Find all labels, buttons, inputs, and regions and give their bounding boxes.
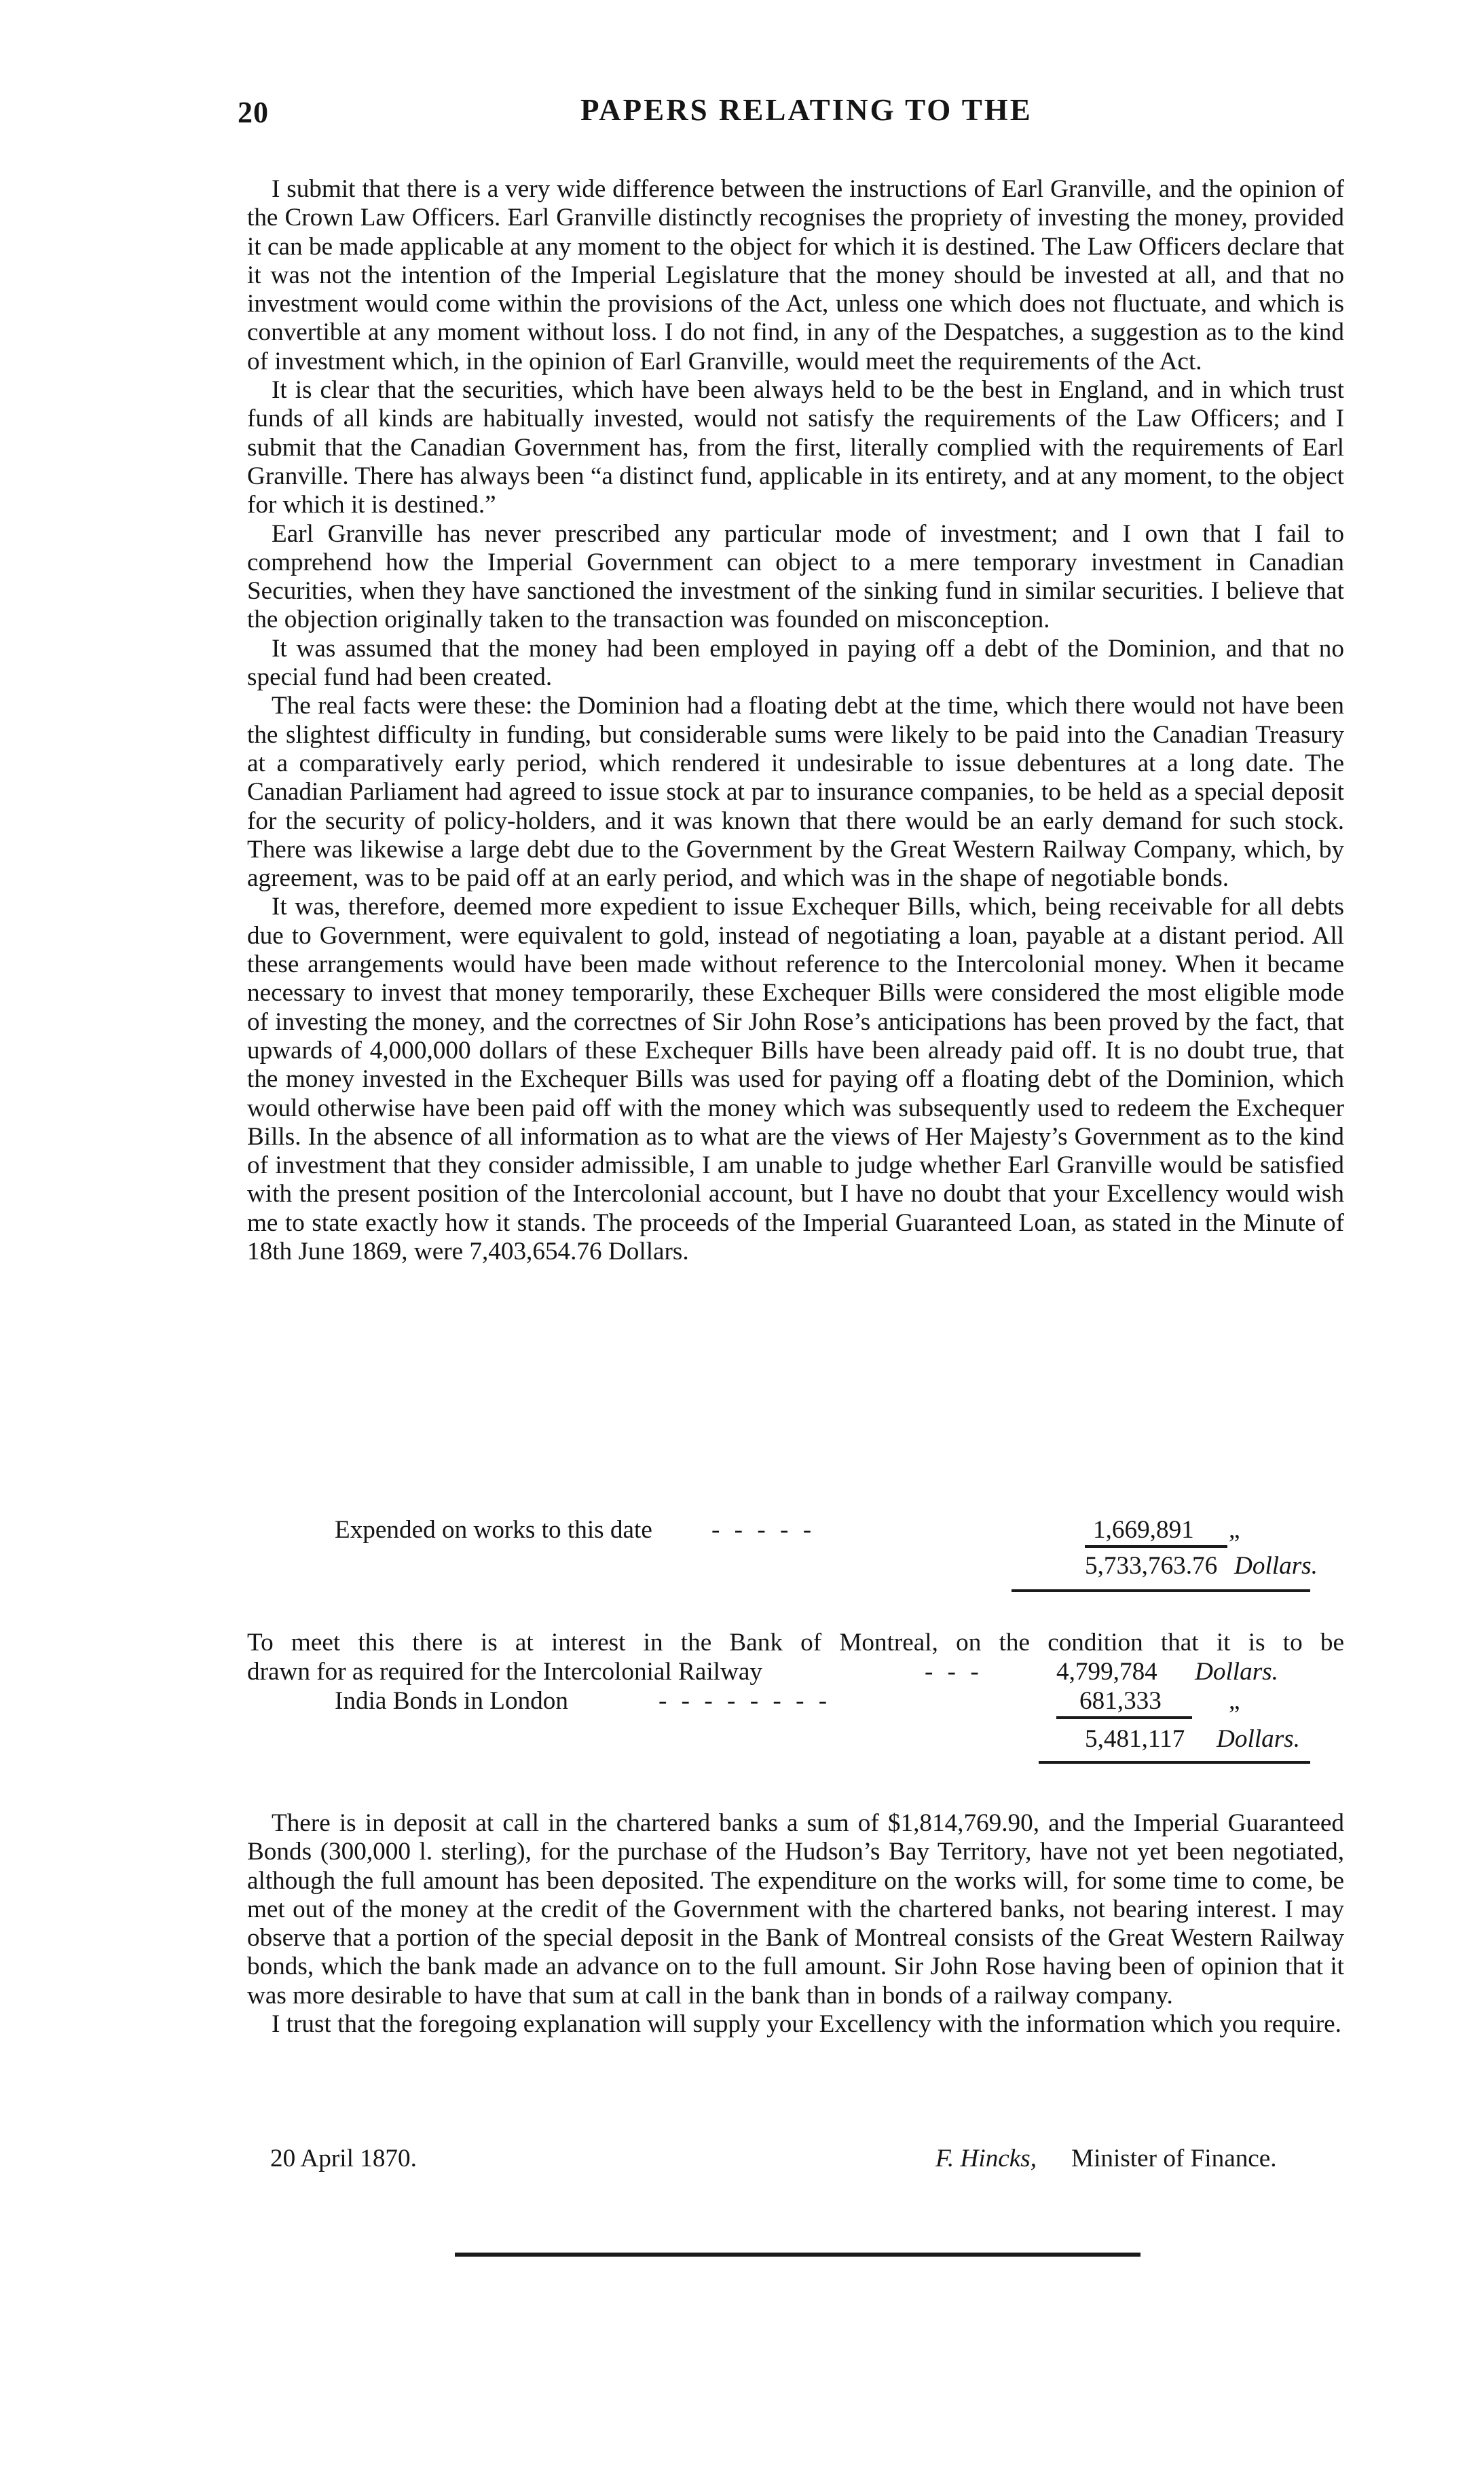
body-text-continued [247, 1809, 1344, 2039]
paragraph: I trust that the foregoing explanation will supply your Excellency with the information which you require. [272, 2010, 1341, 2039]
paragraph: Earl Granville has never prescribed any particular mode of investment; and I own that I fail to comprehend how the Imperial Government can object to a mere temporary investment in Canadian Securities, when they have sanctioned the investment of the sinking fund in similar securities. I believe that the objection originally taken to the transaction was founded on misconception. [247, 519, 1344, 634]
total-unit: Dollars. [1217, 1725, 1300, 1753]
paragraph: The real facts were these: the Dominion had a floating debt at the time, which there would not have been the slightest difficulty in funding, but considerable sums were likely to be paid into the Canadian Treasury at a comparatively early period, which rendered it undesirable to issue debentures at a long date. The Canadian Parliament had agreed to issue stock at par to insurance companies, to be held as a special deposit for the security of policy-holders, and it was known that there would be an early demand for such stock. There was likewise a large debt due to the Government by the Great Western Railway Company, which, by agreement, was to be paid off at an early period, and which was in the shape of negotiable bonds. [247, 692, 1344, 893]
paragraph: It is clear that the securities, which have been always held to be the best in England, and in which trust funds of all kinds are habitually invested, would not satisfy the requirements of the Law Officers; and I submit that the Canadian Government has, from the first, literally complied with the requirements of Earl Granville. There has always been “a distinct fund, applicable in its entirety, and at any moment, to the object for which it is destined.” [247, 376, 1344, 519]
ditto-mark: „ [1229, 1687, 1240, 1715]
signatory-name: F. Hincks, [935, 2145, 1037, 2172]
sum-rule [1056, 1716, 1192, 1719]
ditto-mark: „ [1229, 1516, 1240, 1544]
railway-amount: 4,799,784 [1056, 1658, 1157, 1686]
expended-amount: 1,669,891 [1093, 1516, 1194, 1544]
closing-rule [455, 2253, 1140, 2257]
sum-rule [1085, 1545, 1227, 1548]
railway-label: drawn for as required for the Intercolonial Railway [247, 1658, 762, 1686]
letter-date: 20 April 1870. [270, 2145, 417, 2172]
india-bonds-label: India Bonds in London [335, 1687, 568, 1715]
india-bonds-amount: 681,333 [1079, 1687, 1162, 1715]
page-number: 20 [238, 96, 269, 129]
total-amount: 5,481,117 [1085, 1725, 1185, 1753]
paragraph: I submit that there is a very wide difference between the instructions of Earl Granville, and the opinion of the Crown Law Officers. Earl Granville distinctly recognises the propriety of investing the money, provided it can be made applicable at any moment to the object for which it is destined. The Law Officers declare that it was not the intention of the Imperial Legislature that the money should be invested at all, and that no investment would come within the provisions of the Act, unless one which does not fluctuate, and which is convertible at any moment without loss. I do not find, in any of the Despatches, a suggestion as to the kind of investment which, in the opinion of Earl Granville, would meet the requirements of the Act. [247, 175, 1344, 375]
signatory-title: Minister of Finance. [1071, 2145, 1277, 2172]
railway-unit: Dollars. [1195, 1658, 1278, 1686]
total-rule [1039, 1761, 1310, 1764]
leader-dashes: - - - - - [711, 1516, 816, 1544]
expended-label: Expended on works to this date [335, 1516, 652, 1544]
leader-dashes: - - - - - - - - [658, 1687, 832, 1715]
paragraph: It was, therefore, deemed more expedient to issue Exchequer Bills, which, being receivable for all debts due to Government, were equivalent to gold, instead of negotiating a loan, payable at a distant period. All these arrangements would have been made without reference to the Intercolonial money. When it became necessary to invest that money temporarily, these Exchequer Bills were considered the most eligible mode of investing the money, and the correctnes of Sir John Rose’s anticipations has been proved by the fact, that upwards of 4,000,000 dollars of these Exchequer Bills have been already paid off. It is no doubt true, that the money invested in the Exchequer Bills was used for paying off a floating debt of the Dominion, which would otherwise have been paid off with the money which was subsequently used to redeem the Exchequer Bills. In the absence of all information as to what are the views of Her Majesty’s Government as to the kind of investment that they consider admissible, I am unable to judge whether Earl Granville would be satisfied with the present position of the Intercolonial account, but I have no doubt that your Excellency would wish me to state exactly how it stands. The proceeds of the Imperial Guaranteed Loan, as stated in the Minute of 18th June 1869, were 7,403,654.76 Dollars. [247, 893, 1344, 1265]
paragraph: It was assumed that the money had been employed in paying off a debt of the Dominion, and that no special fund had been created. [247, 634, 1344, 692]
balance-unit: Dollars. [1234, 1552, 1318, 1580]
account-intro-line: To meet this there is at interest in the Bank of Montreal, on the condition that it is to be [247, 1629, 1344, 1657]
leader-dashes: - - - [925, 1658, 983, 1686]
body-text [247, 175, 1344, 1266]
paragraph: There is in deposit at call in the chartered banks a sum of $1,814,769.90, and the Imperial Guaranteed Bonds (300,000 l. sterling), for the purchase of the Hudson’s Bay Territory, have not yet been negotiated, although the full amount has been deposited. The expenditure on the works will, for some time to come, be met out of the money at the credit of the Government with the chartered banks, not bearing interest. I may observe that a portion of the special deposit in the Bank of Montreal consists of the Great Western Railway bonds, which the bank made an advance on to the full amount. Sir John Rose having been of opinion that it was more desirable to have that sum at call in the bank than in bonds of a railway company. [247, 1809, 1344, 2010]
running-head: PAPERS RELATING TO THE [580, 93, 1033, 127]
balance-amount: 5,733,763.76 [1085, 1552, 1218, 1580]
total-rule [1012, 1589, 1310, 1592]
